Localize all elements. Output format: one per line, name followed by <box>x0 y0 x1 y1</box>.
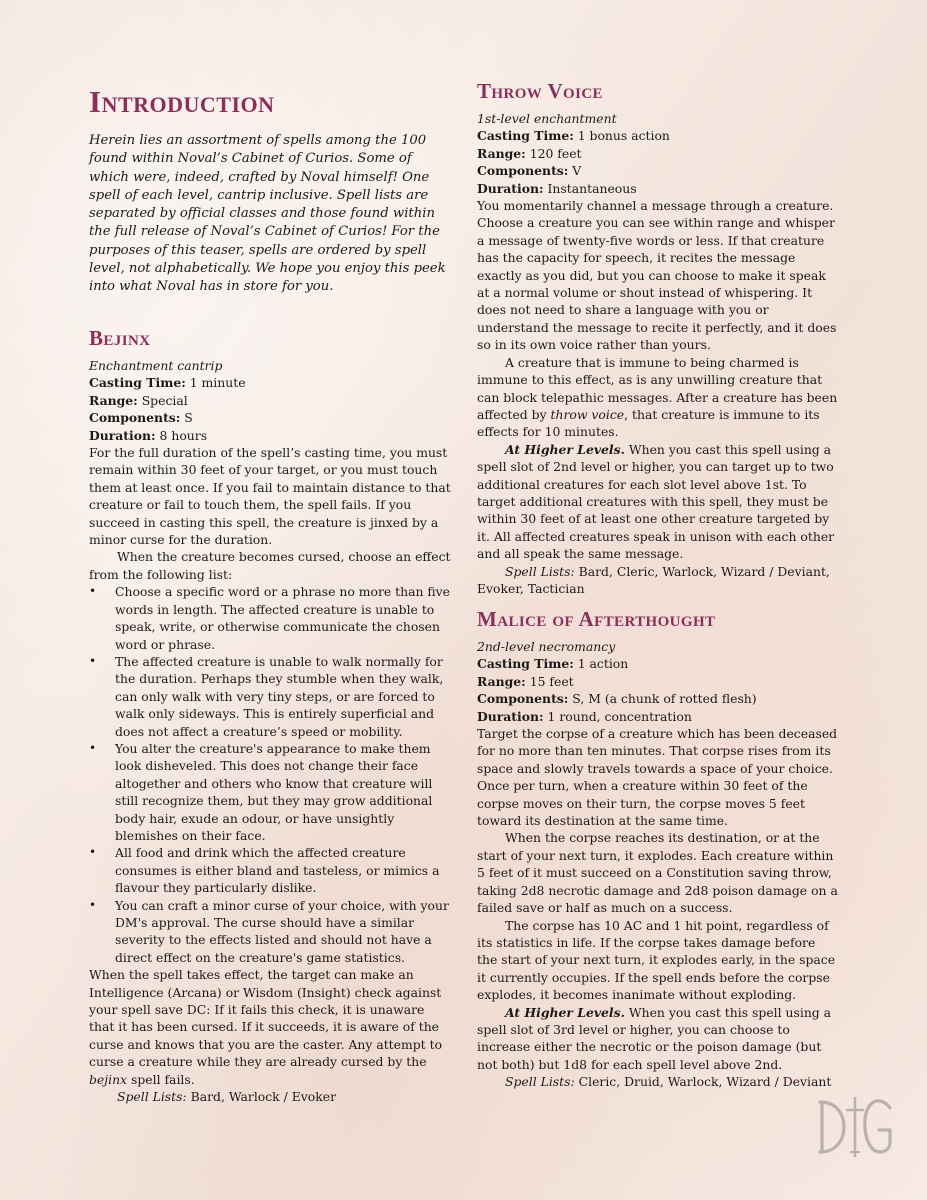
range-value: Special <box>137 392 188 408</box>
spell-lists-value: Bard, Warlock / Evoker <box>186 1089 337 1105</box>
components-value: V <box>568 163 582 179</box>
list-item: • The affected creature is unable to walk normally for the duration. Perhaps they stumble when they walk, can only walk with very tiny steps, or are forced to walk only sideways. This is entirely superficial and does not affect a creature’s speed or mobility. <box>89 653 451 740</box>
duration-value: Instantaneous <box>543 180 637 196</box>
bejinx-school: Enchantment cantrip <box>89 358 223 373</box>
text-fragment: , that creature is immune to its effects for 10 minutes. <box>477 406 820 440</box>
dmg-monogram-icon <box>816 1096 894 1158</box>
list-item: • All food and drink which the affected creature consumes is either bland and tasteless, or mimics a flavour they particularly dislike. <box>89 844 451 896</box>
throw-voice-duration <box>477 180 839 197</box>
throw-voice-components <box>477 162 839 179</box>
text-fragment: spell fails. <box>127 1071 195 1087</box>
malice-corpse-stats: The corpse has 10 AC and 1 hit point, regardless of its statistics in life. If the corpse takes damage before the start of your next turn, it explodes early, in the space it currently occupies. If the spell ends before the corpse explodes, it becomes inanimate without exploding. <box>477 917 836 1003</box>
spell-lists-label: Spell Lists: <box>505 563 575 579</box>
throw-voice-higher-levels <box>477 441 839 563</box>
malice-explosion: When the corpse reaches its destination, or at the start of your next turn, it explodes. Each creature within 5 feet of it must succeed on a Constitution saving throw, taking 2d8 necrotic damage and 2d8 poison damage on a failed save or half as much on a success. <box>477 830 838 916</box>
spell-lists-value: Cleric, Druid, Warlock, Wizard / Deviant <box>574 1074 832 1090</box>
malice-higher-levels <box>477 1004 839 1074</box>
range-label: Range: <box>477 673 526 689</box>
malice-casting-time <box>477 655 839 672</box>
malice-components <box>477 690 839 707</box>
spell-lists-label: Spell Lists: <box>117 1089 187 1105</box>
bejinx-casting-time <box>89 374 451 391</box>
bejinx-range <box>89 392 451 409</box>
malice-body <box>477 638 839 1091</box>
list-item: • You can craft a minor curse of your choice, with your DM's approval. The curse should have a similar severity to the effects listed and should not have a direct effect on the creature's game statistics. <box>89 897 451 967</box>
duration-label: Duration: <box>477 708 544 724</box>
text-fragment: When the spell takes effect, the target can make an Intelligence (Arcana) or Wisdom (Insight) check against your spell save DC: If it fails this check, it is unaware that it has been cursed. If it succeeds, it is aware of the curse and knows that you are the caster. Any attempt to curse a creature while they are already cursed by the <box>89 967 443 1070</box>
range-value: 120 feet <box>525 145 582 161</box>
spell-name-ref: throw voice <box>550 406 625 422</box>
bejinx-spell-lists <box>89 1088 451 1105</box>
duration-label: Duration: <box>477 180 544 196</box>
duration-value: 1 round, concentration <box>543 708 692 724</box>
bejinx-check-text <box>89 966 451 1088</box>
higher-levels-label: At Higher Levels. <box>505 441 625 457</box>
components-value: S, M (a chunk of rotted flesh) <box>568 691 757 707</box>
malice-range <box>477 673 839 690</box>
bejinx-effect-list <box>89 583 451 966</box>
malice-description: Target the corpse of a creature which has been deceased for no more than ten minutes. That corpse rises from its space and slowly travels towards a space of your choice. Once per turn, when a creature within 30 feet of the corpse moves on their turn, the corpse moves 5 feet toward its destination at the same time. <box>477 726 838 829</box>
range-value: 15 feet <box>525 673 574 689</box>
bejinx-body <box>89 357 451 1105</box>
spell-lists-value: Bard, Cleric, Warlock, Wizard / Deviant, Evoker, Tactician <box>477 563 830 596</box>
bejinx-title: Bejinx <box>89 326 151 350</box>
intro-text: Herein lies an assortment of spells among the 100 found within Noval’s Cabinet of Curios. Some of which were, indeed, crafted by Noval himself! One spell of each level, cantrip inclusive. Spell lists are separated by official classes and those found within the full release of Noval’s Cabinet of Curios! For the purposes of this teaser, spells are ordered by spell level, not alphabetically. We hope you enjoy this peek into what Noval has in store for you. <box>89 133 446 295</box>
duration-value: 8 hours <box>155 427 208 443</box>
components-label: Components: <box>89 410 181 426</box>
throw-voice-title: Throw Voice <box>477 79 603 103</box>
higher-levels-label: At Higher Levels. <box>505 1004 625 1020</box>
bejinx-description: For the full duration of the spell’s casting time, you must remain within 30 feet of your target, or you must touch them at least once. If you fail to maintain distance to that creature or fail to touch them, the spell fails. If you succeed in casting this spell, the creature is jinxed by a minor curse for the duration. <box>89 445 451 548</box>
higher-levels-text: When you cast this spell using a spell slot of 2nd level or higher, you can target up to two additional creatures for each slot level above 1st. To target additional creatures with this spell, they must be within 30 feet of at least one other creature targeted by it. All affected creatures speak in unison with each other and all speak the same message. <box>477 441 835 562</box>
duration-label: Duration: <box>89 427 156 443</box>
spell-lists-label: Spell Lists: <box>505 1074 575 1090</box>
components-label: Components: <box>477 691 569 707</box>
intro-title: Introduction <box>89 84 275 119</box>
throw-voice-description: You momentarily channel a message through a creature. Choose a creature you can see within range and whisper a message of twenty-five words or less. If that creature has the capacity for speech, it recites the message exactly as you did, but you can choose to make it speak at a normal volume or shout instead of whispering. It does not need to share a language with you or understand the message to recite it perfectly, and it does so in its own voice rather than yours. <box>477 198 837 353</box>
bejinx-duration <box>89 427 451 444</box>
malice-duration <box>477 708 839 725</box>
components-label: Components: <box>477 163 569 179</box>
casting-time-value: 1 bonus action <box>573 128 670 144</box>
components-value: S <box>180 410 193 426</box>
higher-levels-text: When you cast this spell using a spell slot of 3rd level or higher, you can choose to increase either the necrotic or the poison damage (but not both) but 1d8 for each spell level above 2nd. <box>477 1004 832 1072</box>
throw-voice-immunity <box>477 354 839 441</box>
throw-voice-spell-lists <box>477 563 839 598</box>
throw-voice-school: 1st-level enchantment <box>477 111 617 126</box>
casting-time-label: Casting Time: <box>89 375 186 391</box>
casting-time-label: Casting Time: <box>477 128 574 144</box>
throw-voice-body <box>477 110 839 597</box>
throw-voice-casting-time <box>477 127 839 144</box>
list-item: • You alter the creature's appearance to make them look disheveled. This does not change their face altogether and others who know that creature will still recognize them, but they may grow additional body hair, exude an odour, or have unsightly blemishes on their face. <box>89 740 451 844</box>
malice-spell-lists <box>477 1073 839 1090</box>
spell-name-ref: bejinx <box>89 1071 128 1087</box>
list-item: • Choose a specific word or a phrase no more than five words in length. The affected creature is unable to speak, write, or otherwise communicate the chosen word or phrase. <box>89 583 451 653</box>
bejinx-effect-intro: When the creature becomes cursed, choose an effect from the following list: <box>89 549 451 582</box>
bejinx-components <box>89 409 451 426</box>
throw-voice-range <box>477 145 839 162</box>
casting-time-value: 1 minute <box>185 375 246 391</box>
text-fragment: A creature that is immune to being charmed is immune to this effect, as is any unwilling creature that can block telepathic messages. After a creature has been affected by <box>477 354 838 422</box>
malice-school: 2nd-level necromancy <box>477 639 616 654</box>
range-label: Range: <box>477 145 526 161</box>
range-label: Range: <box>89 392 138 408</box>
casting-time-label: Casting Time: <box>477 656 574 672</box>
malice-title: Malice of Afterthought <box>477 607 716 631</box>
casting-time-value: 1 action <box>573 656 629 672</box>
